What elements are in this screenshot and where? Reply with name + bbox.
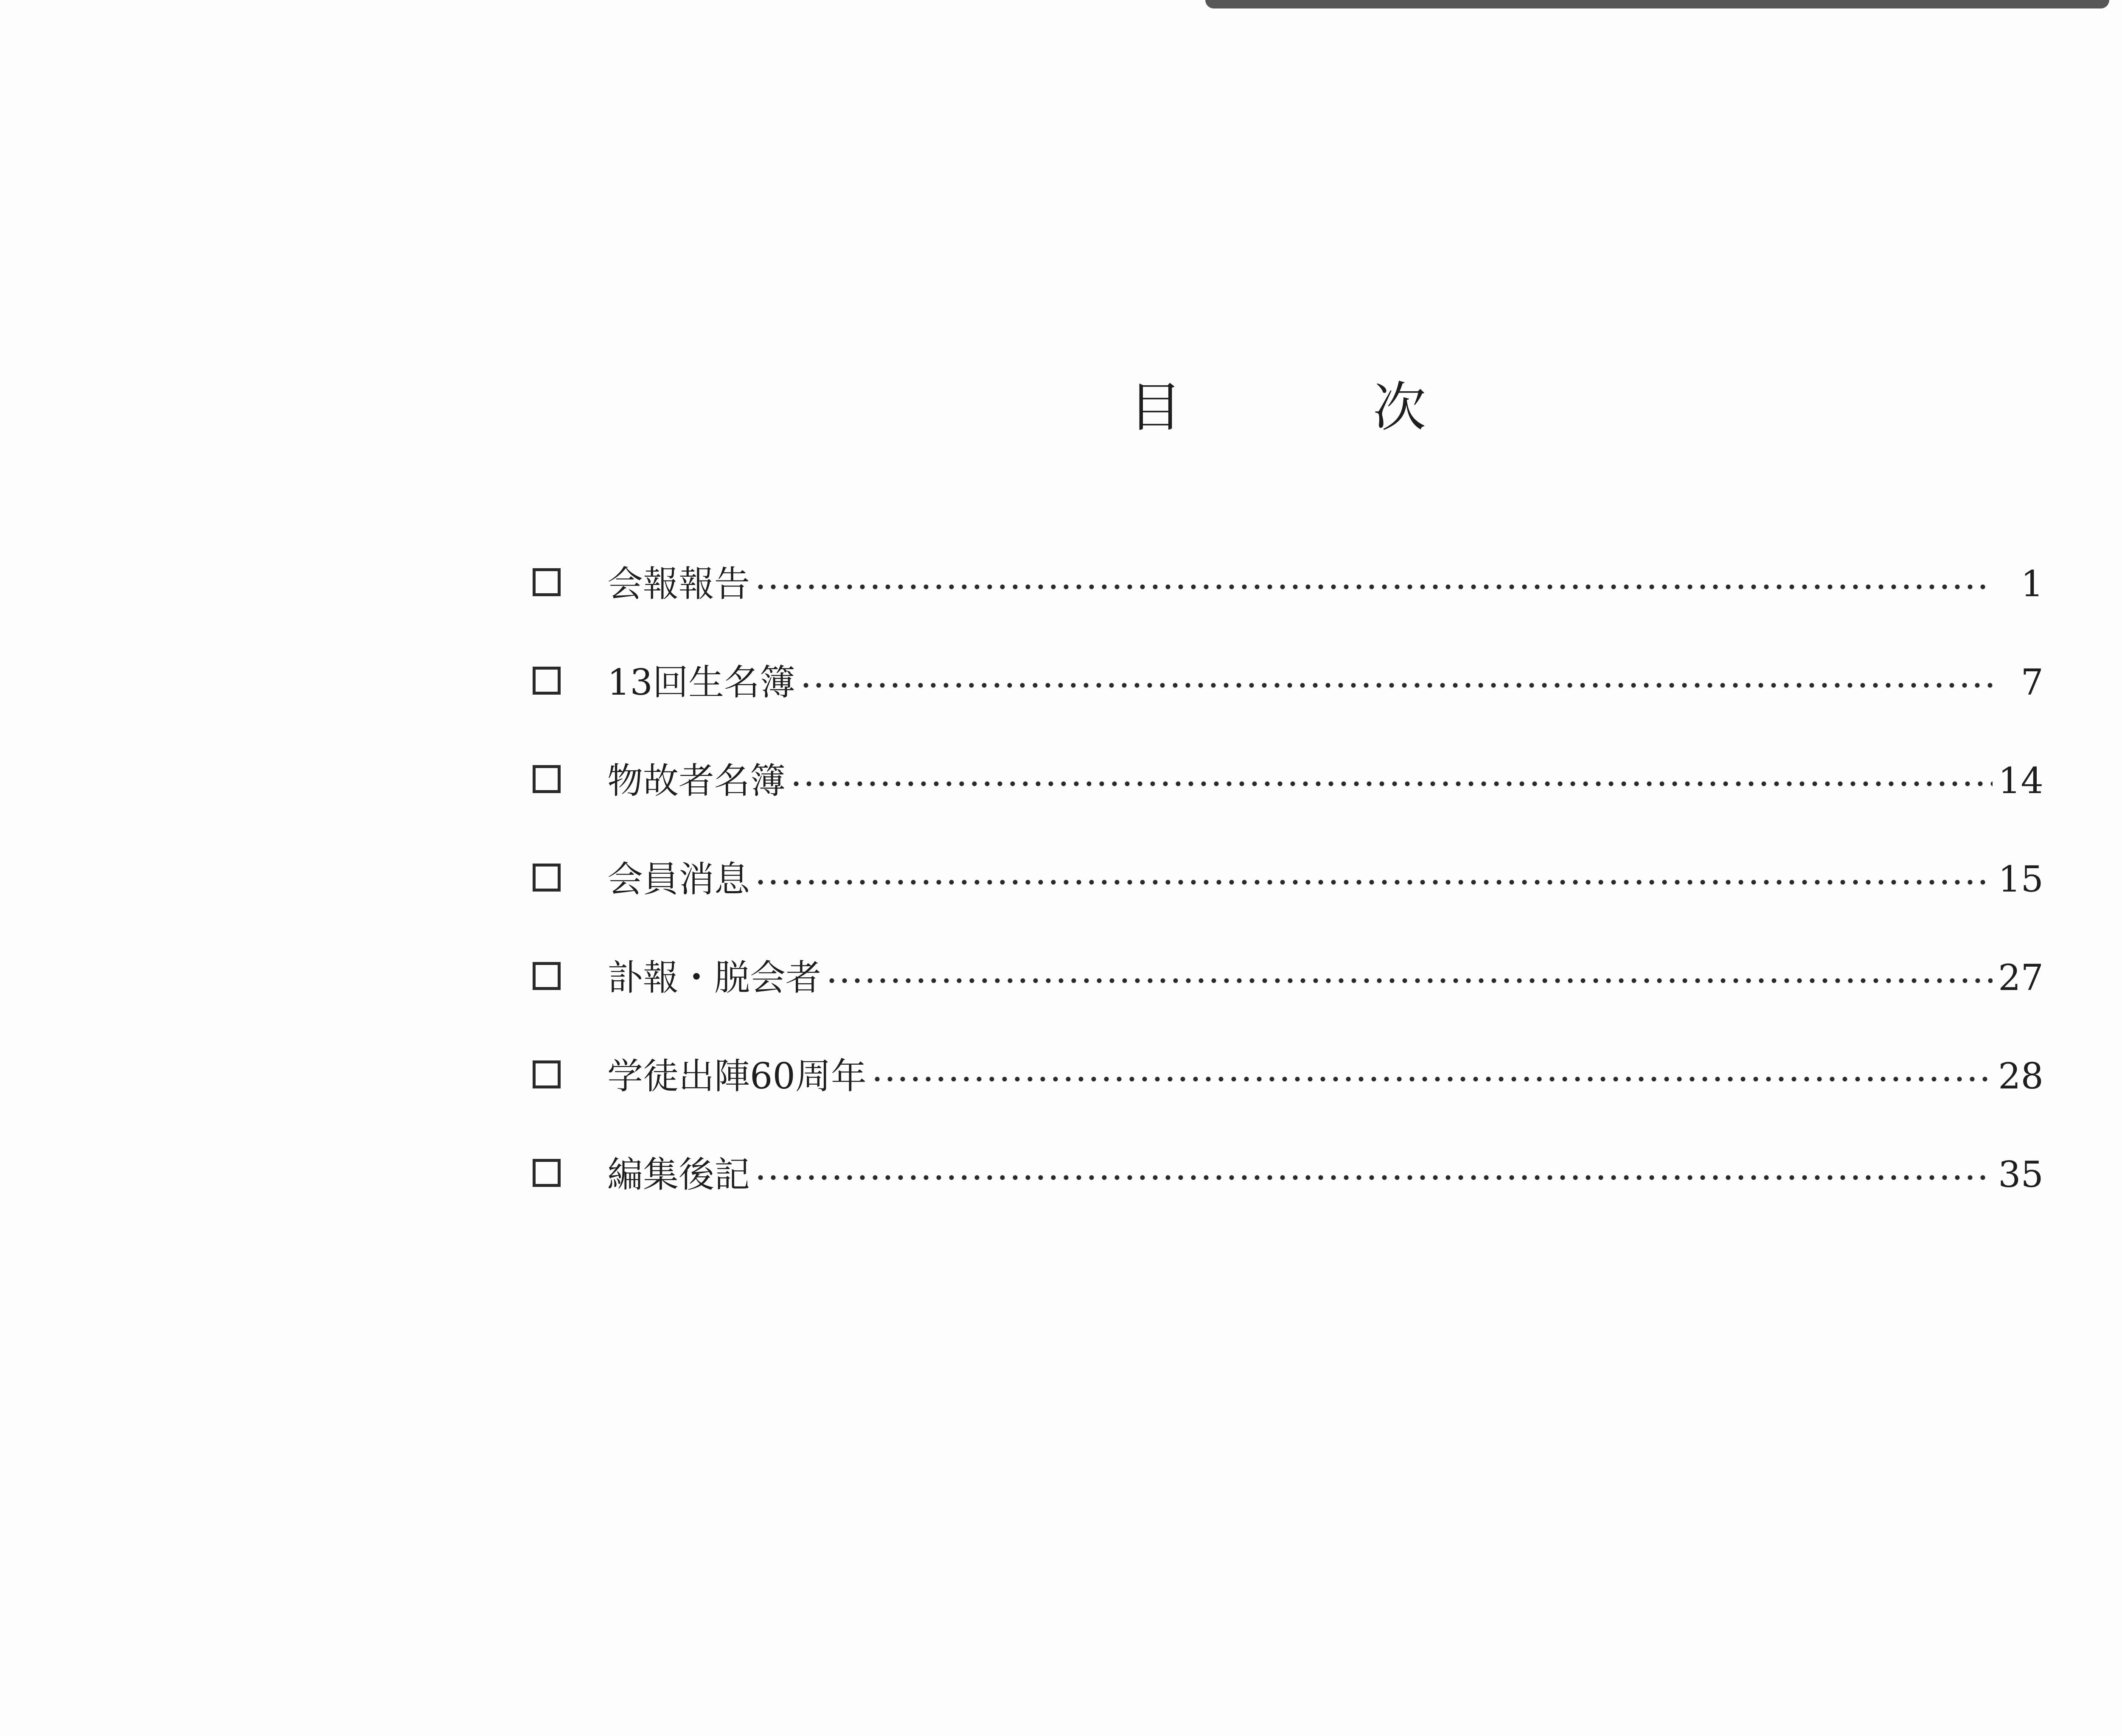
toc-entry (533, 732, 2043, 830)
checkbox-icon (533, 1159, 561, 1187)
checkbox-icon (533, 568, 561, 596)
page-title (1129, 373, 1426, 441)
toc-entry-label: 訃報・脱会者 (607, 957, 822, 998)
dot-leader (800, 683, 1993, 688)
toc-entry-label: 編集後記 (607, 1154, 750, 1195)
toc-page-number: 14 (1998, 760, 2043, 802)
toc-entry (533, 535, 2043, 633)
toc-entry-label: 学徒出陣60周年 (607, 1055, 867, 1097)
dot-leader (754, 880, 1993, 885)
checkbox-icon (533, 864, 561, 892)
checkbox-icon (533, 1060, 561, 1088)
toc-page-number: 1 (2021, 563, 2043, 605)
page-title-char: 目 (1129, 376, 1182, 438)
checkbox-icon (533, 667, 561, 695)
scan-shadow (1205, 0, 2109, 8)
toc-entry (533, 830, 2043, 928)
toc-entry (533, 928, 2043, 1027)
toc-entry (533, 633, 2043, 732)
toc-page-number: 7 (2021, 662, 2043, 703)
checkbox-icon (533, 765, 561, 793)
toc-page-number: 27 (1998, 957, 2043, 998)
toc-page-number: 28 (1998, 1055, 2043, 1097)
page-title-char: 次 (1373, 376, 1426, 438)
toc-entry (533, 1125, 2043, 1224)
dot-leader (825, 978, 1993, 983)
dot-leader (871, 1077, 1993, 1082)
toc-entry-label: 物故者名簿 (607, 760, 786, 802)
dot-leader (754, 584, 1993, 589)
toc-entry-label: 会報報告 (607, 563, 750, 605)
checkbox-icon (533, 962, 561, 990)
dot-leader (790, 781, 1993, 786)
toc-entry (533, 1027, 2043, 1125)
dot-leader (754, 1175, 1993, 1180)
toc-entry-label: 13回生名簿 (607, 662, 795, 703)
toc-page-number: 15 (1998, 858, 2043, 900)
toc-entry-label: 会員消息 (607, 858, 750, 900)
toc-page-number: 35 (1998, 1154, 2043, 1195)
table-of-contents (533, 535, 2043, 1224)
